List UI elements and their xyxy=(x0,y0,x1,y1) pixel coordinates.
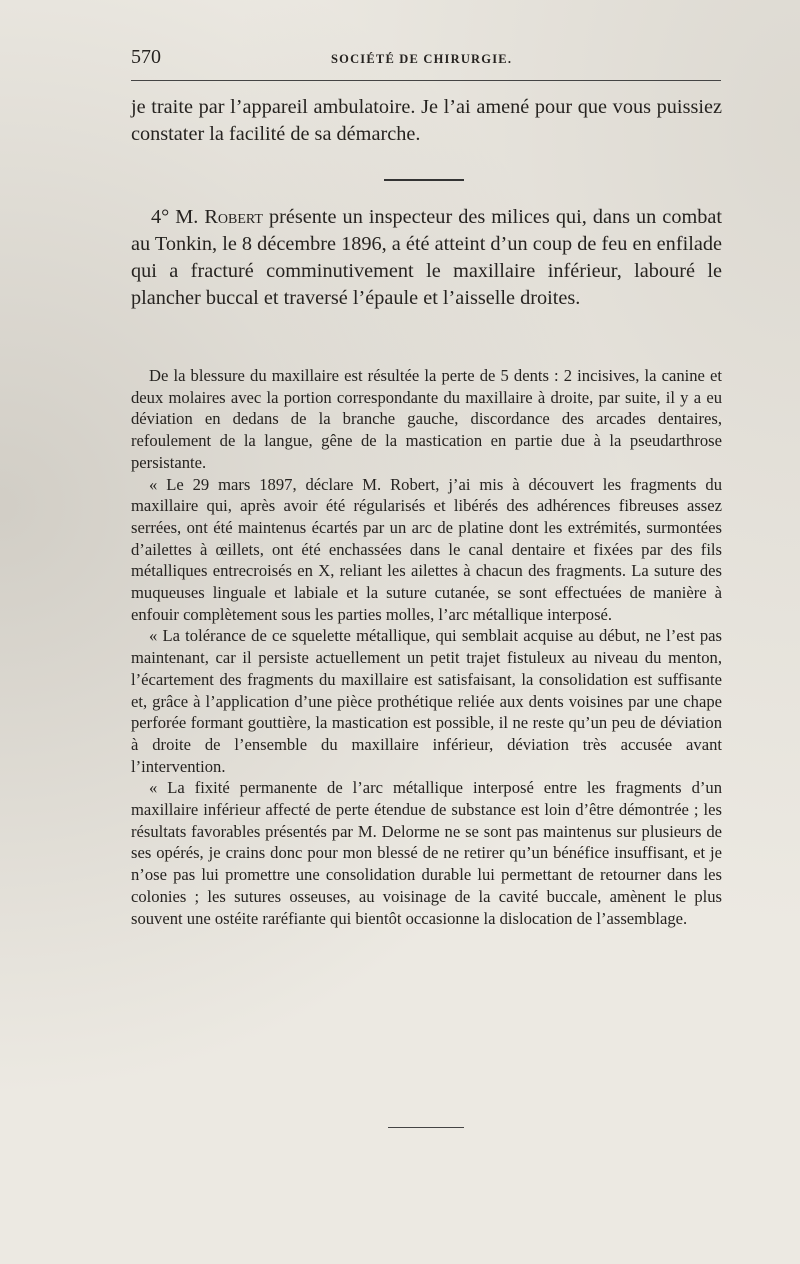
paragraph-intro xyxy=(131,94,722,148)
author-name: Robert xyxy=(204,206,263,228)
paragraph-robert xyxy=(131,204,722,312)
small-paragraph: « La tolérance de ce squelette métallique, qui semblait acquise au début, ne l’est pas maintenant, car il persiste actuellement un petit trajet fistuleux au niveau du menton, l’écartement des fragments du maxillaire est satisfaisant, la consolidation est suffisante et, grâce à l’application d’une pièce prothétique reliée aux dents voisines par une chape perforée formant gouttière, la mastication est possible, il ne reste qu’un peu de déviation à droite de l’ensemble du maxillaire inférieur, déviation très accusée avant l’intervention. xyxy=(131,626,722,776)
end-separator xyxy=(388,1127,464,1128)
section-separator xyxy=(384,179,464,181)
header-rule xyxy=(131,80,721,81)
small-paragraph: De la blessure du maxillaire est résultée la perte de 5 dents : 2 incisives, la canine et deux molaires avec la portion correspondante du maxillaire à droite, par suite, il y a eu déviation en dedans de la branche gauche, discordance des arcades dentaires, refoulement de la langue, gêne de la mastication en partie due à la pseudarthrose persistante. xyxy=(131,366,722,472)
page-number: 570 xyxy=(131,46,161,68)
page-header xyxy=(131,46,721,76)
small-print-block xyxy=(131,365,722,929)
paragraph-body: présente un inspecteur des milices qui, dans un combat au Tonkin, le 8 décembre 1896, a été atteint d’un coup de feu en enfilade qui a fracturé comminutivement le maxillaire inférieur, labouré le plancher buccal et traversé l’épaule et l’aisselle droites. xyxy=(131,206,723,309)
running-title: SOCIÉTÉ DE CHIRURGIE. xyxy=(331,52,513,66)
small-paragraph: « La fixité permanente de l’arc métallique interposé entre les fragments d’un maxillaire inférieur affecté de perte étendue de substance est loin d’être démontrée ; les résultats favorables présentés par M. Delorme ne se sont pas maintenus sur plusieurs de ses opérés, je crains donc pour mon blessé de ne retirer qu’un bénéfice insuffisant, et je n’ose pas lui promettre une consolidation durable lui permettant de retourner dans les colonies ; les sutures osseuses, au voisinage de la cavité buccale, amènent le plus souvent une ostéite raréfiante qui bientôt occasionne la dislocation de l’assemblage. xyxy=(131,778,722,928)
item-prefix: 4° M. xyxy=(151,206,205,228)
paragraph-text: je traite par l’appareil ambulatoire. Je l’ai amené pour que vous puissiez constater la facilité de sa démarche. xyxy=(131,96,722,145)
paragraph-text xyxy=(131,204,722,312)
small-paragraph: « Le 29 mars 1897, déclare M. Robert, j’ai mis à découvert les fragments du maxillaire qui, après avoir été régularisés et libérés des adhérences fibreuses assez serrées, ont été maintenus écartés par un arc de platine dont les extrémités, surmontées d’ailettes à œillets, ont été enchassées dans le canal dentaire et fixées par des fils métalliques entrecroisés en X, reliant les ailettes à chacun des fragments. La suture des muqueuses linguale et labiale et la suture cutanée, se sont effectuées de manière à enfouir complètement sous les parties molles, l’arc métallique interposé. xyxy=(131,474,722,624)
